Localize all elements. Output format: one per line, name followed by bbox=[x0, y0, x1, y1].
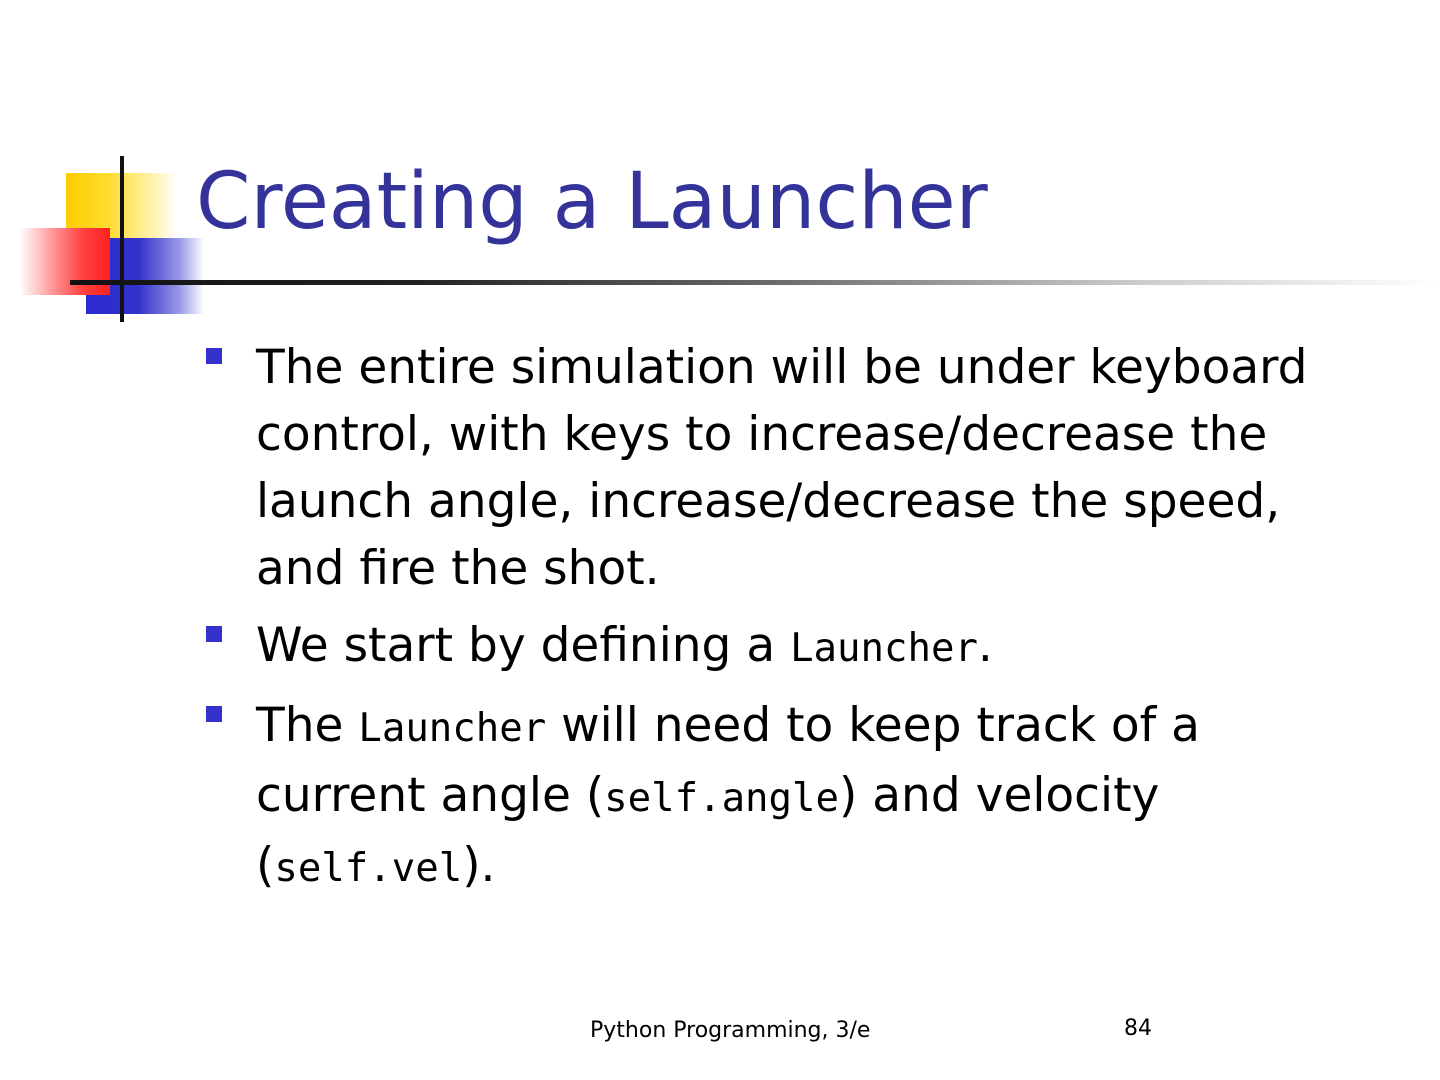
bullet-text: will need to keep track of a current angle ( bbox=[256, 698, 1200, 823]
code-self-angle: self.angle bbox=[604, 776, 839, 821]
code-self-vel: self.vel bbox=[274, 846, 463, 891]
bullet-text: ) and velocity ( bbox=[256, 768, 1160, 893]
footer-book-title: Python Programming, 3/e bbox=[590, 1018, 871, 1043]
square-bullet-icon bbox=[206, 706, 222, 722]
bullet-item-launcher-state bbox=[200, 692, 1360, 902]
square-bullet-icon bbox=[206, 626, 222, 642]
page-number: 84 bbox=[1124, 1016, 1152, 1041]
code-launcher: Launcher bbox=[790, 626, 978, 671]
bullet-text: . bbox=[977, 618, 993, 673]
square-bullet-icon bbox=[206, 348, 222, 364]
bullet-item-define-launcher bbox=[200, 612, 1360, 682]
decoration-vertical-line bbox=[120, 156, 124, 322]
bullet-text: The entire simulation will be under keyboard control, with keys to increase/decrease the launch angle, increase/decrease the speed, and fire the shot. bbox=[256, 340, 1308, 596]
bullet-list bbox=[200, 334, 1360, 912]
title-underline bbox=[70, 280, 1440, 285]
slide-title: Creating a Launcher bbox=[196, 157, 988, 247]
bullet-item-simulation-control bbox=[200, 334, 1360, 602]
code-launcher: Launcher bbox=[358, 706, 547, 751]
bullet-text: ). bbox=[462, 838, 496, 893]
bullet-text: We start by defining a bbox=[256, 618, 791, 673]
bullet-text: The bbox=[256, 698, 359, 753]
